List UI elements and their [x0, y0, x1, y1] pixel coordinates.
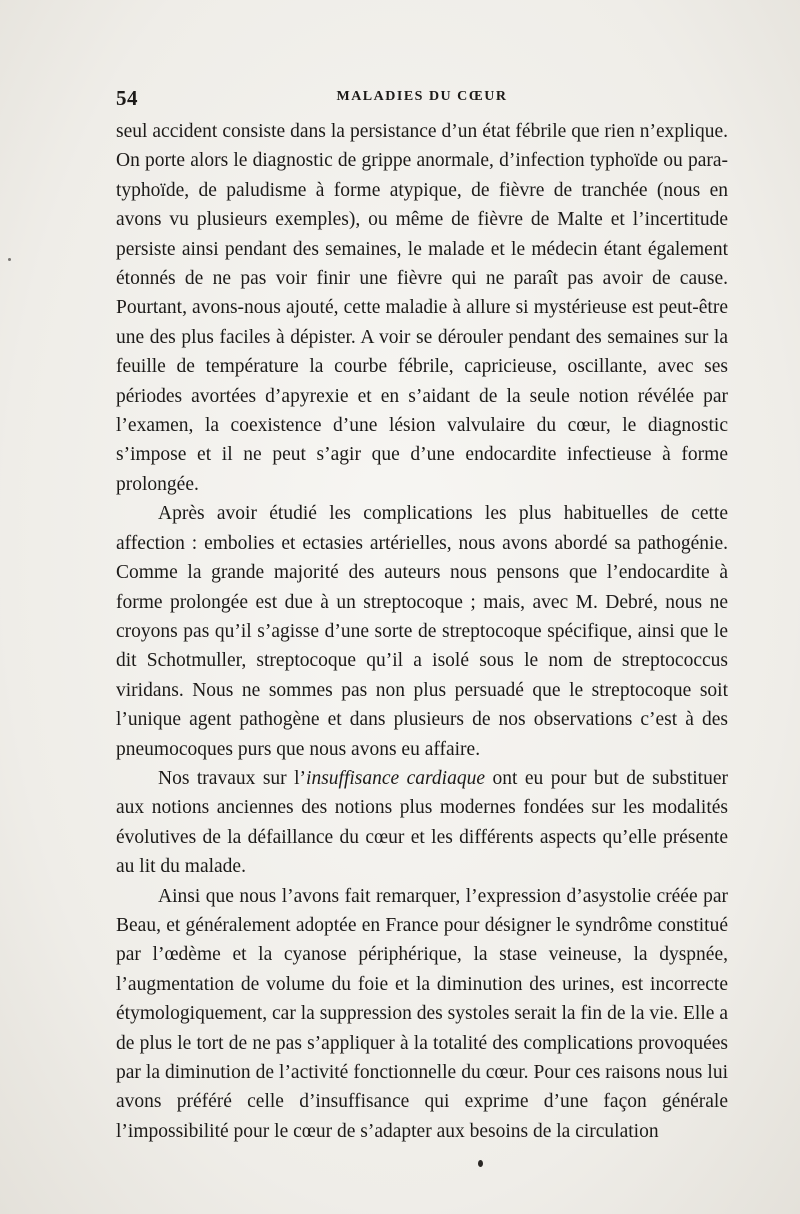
- running-title: MALADIES DU CŒUR: [336, 89, 508, 104]
- page-header: [116, 86, 728, 112]
- paragraph-3-lead: Nos travaux sur l’: [158, 767, 307, 789]
- paragraph-1: seul accident consiste dans la persistance d’un état fébrile que rien n’explique. On porte alors le diagnostic de grippe anormale, d’infection typhoïde ou para-typhoïde, de paludisme à forme atypique, de fièvre de tranchée (nous en avons vu plusieurs exemples), ou même de fièvre de Malte et l’incertitude persiste ainsi pendant des semaines, le malade et le médecin étant également étonnés de ne pas voir finir une fièvre qui ne paraît pas avoir de cause. Pourtant, avons-nous ajouté, cette maladie à allure si mystérieuse est peut-être une des plus faciles à dépister. A voir se dérouler pendant des semaines sur la feuille de température la courbe fébrile, capricieuse, oscillante, avec ses périodes avortées d’apyrexie et en s’aidant de la seule notion révélée par l’examen, la coexistence d’une lésion valvulaire du cœur, le diagnostic s’impose et il ne peut s’agir que d’une endocardite infectieuse à forme prolongée.: [116, 121, 728, 495]
- page-number: 54: [116, 86, 138, 110]
- emphasized-term: insuffisance cardiaque: [306, 767, 485, 789]
- print-speck: [8, 258, 11, 261]
- paragraph-2: Après avoir étudié les complications les plus habituelles de cette affection : embolies et ectasies artérielles, nous avons abordé sa pathogénie. Comme la grande majorité des auteurs nous pensons que l’endocardite à forme prolongée est due à un streptocoque ; mais, avec M. Debré, nous ne croyons pas qu’il s’agisse d’une sorte de streptocoque spécifique, ainsi que le dit Schotmuller, streptocoque qu’il a isolé sous le nom de streptococcus viridans. Nous ne sommes pas non plus persuadé que le streptocoque soit l’unique agent pathogène et dans plusieurs de nos observations c’est à des pneumocoques purs que nous avons eu affaire.: [116, 503, 728, 760]
- signature-mark: [478, 1160, 483, 1167]
- paragraph-3-rest: ont eu pour but de substituer aux notions anciennes des notions plus modernes fondées sur les modalités évolutives de la défaillance du cœur et les différents aspects qu’elle présente au lit du malade.: [116, 767, 728, 878]
- paragraph-4: Ainsi que nous l’avons fait remarquer, l’expression d’asystolie créée par Beau, et généralement adoptée en France pour désigner le syndrôme constitué par l’œdème et la cyanose périphérique, la stase veineuse, la dyspnée, l’augmentation de volume du foie et la diminution des urines, est incorrecte étymologiquement, car la suppression des systoles serait la fin de la vie. Elle a de plus le tort de ne pas s’appliquer à la totalité des complications provoquées par la diminution de l’activité fonctionnelle du cœur. Pour ces raisons nous lui avons préféré celle d’insuffisance qui exprime d’une façon générale l’impossibilité pour le cœur de s’adapter aux besoins de la circulation: [116, 885, 728, 1142]
- paragraph-3: [116, 764, 728, 882]
- body-text: [116, 117, 728, 1146]
